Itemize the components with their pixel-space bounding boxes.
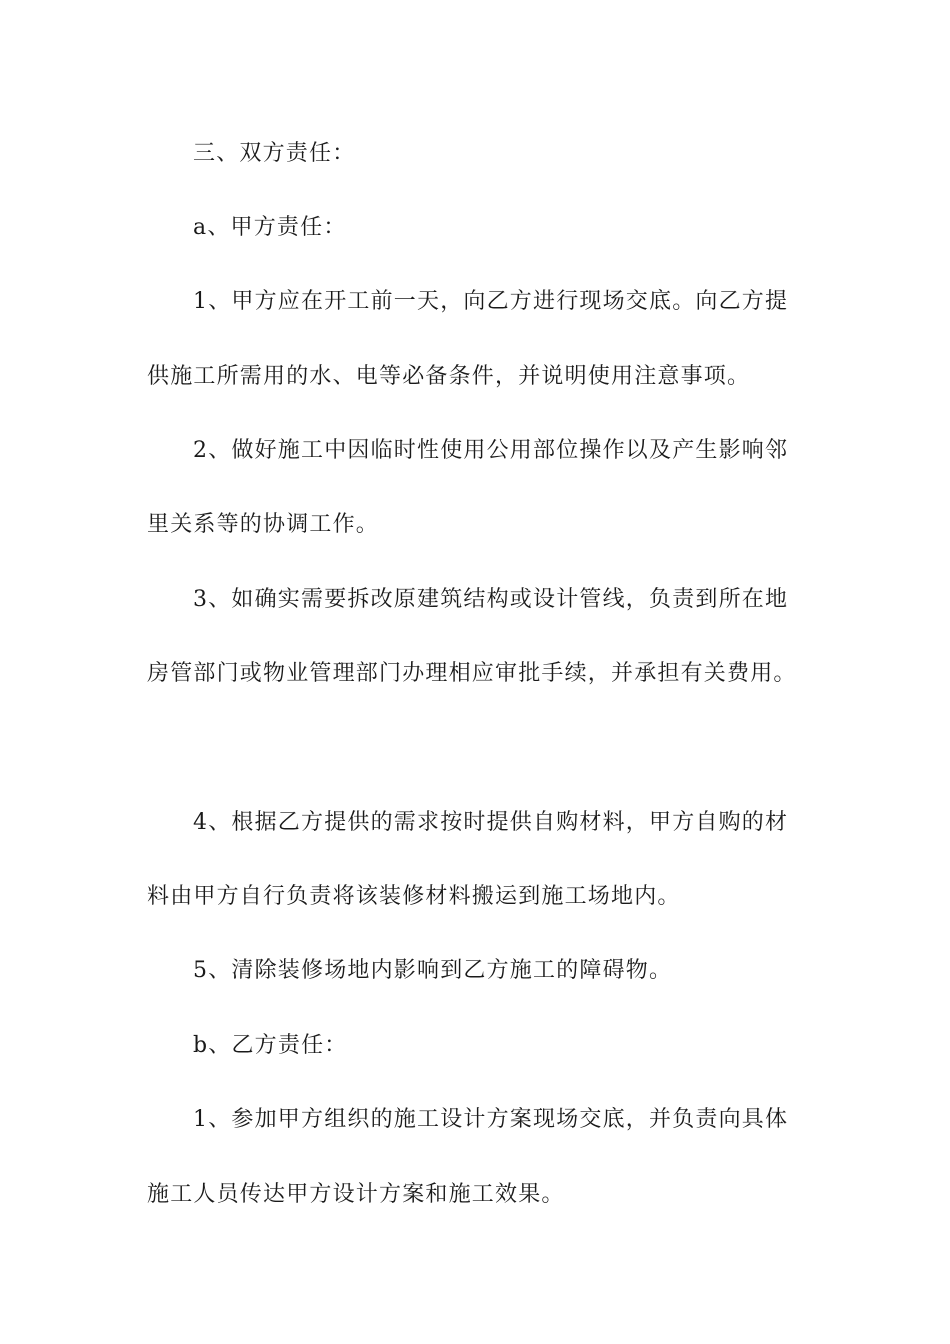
paragraph-line: 料由甲方自行负责将该装修材料搬运到施工场地内。: [147, 884, 681, 909]
paragraph-line: 1、参加甲方组织的施工设计方案现场交底，并负责向具体: [193, 1107, 789, 1132]
section-heading: 三、双方责任：: [193, 141, 356, 166]
paragraph-line: 里关系等的协调工作。: [147, 512, 380, 537]
paragraph-line: 施工人员传达甲方设计方案和施工效果。: [147, 1182, 565, 1207]
subsection-heading-a: a、甲方责任：: [193, 215, 347, 240]
subsection-heading-b: b、乙方责任：: [193, 1033, 348, 1058]
paragraph-line: 供施工所需用的水、电等必备条件，并说明使用注意事项。: [147, 364, 751, 389]
paragraph-line: 4、根据乙方提供的需求按时提供自购材料，甲方自购的材: [193, 810, 789, 835]
paragraph-line: 5、清除装修场地内影响到乙方施工的障碍物。: [193, 958, 673, 983]
paragraph-line: 3、如确实需要拆改原建筑结构或设计管线，负责到所在地: [193, 587, 789, 612]
paragraph-line: 2、做好施工中因临时性使用公用部位操作以及产生影响邻: [193, 438, 789, 463]
paragraph-line: 房管部门或物业管理部门办理相应审批手续，并承担有关费用。: [147, 661, 797, 686]
paragraph-line: 1、甲方应在开工前一天，向乙方进行现场交底。向乙方提: [193, 289, 789, 314]
